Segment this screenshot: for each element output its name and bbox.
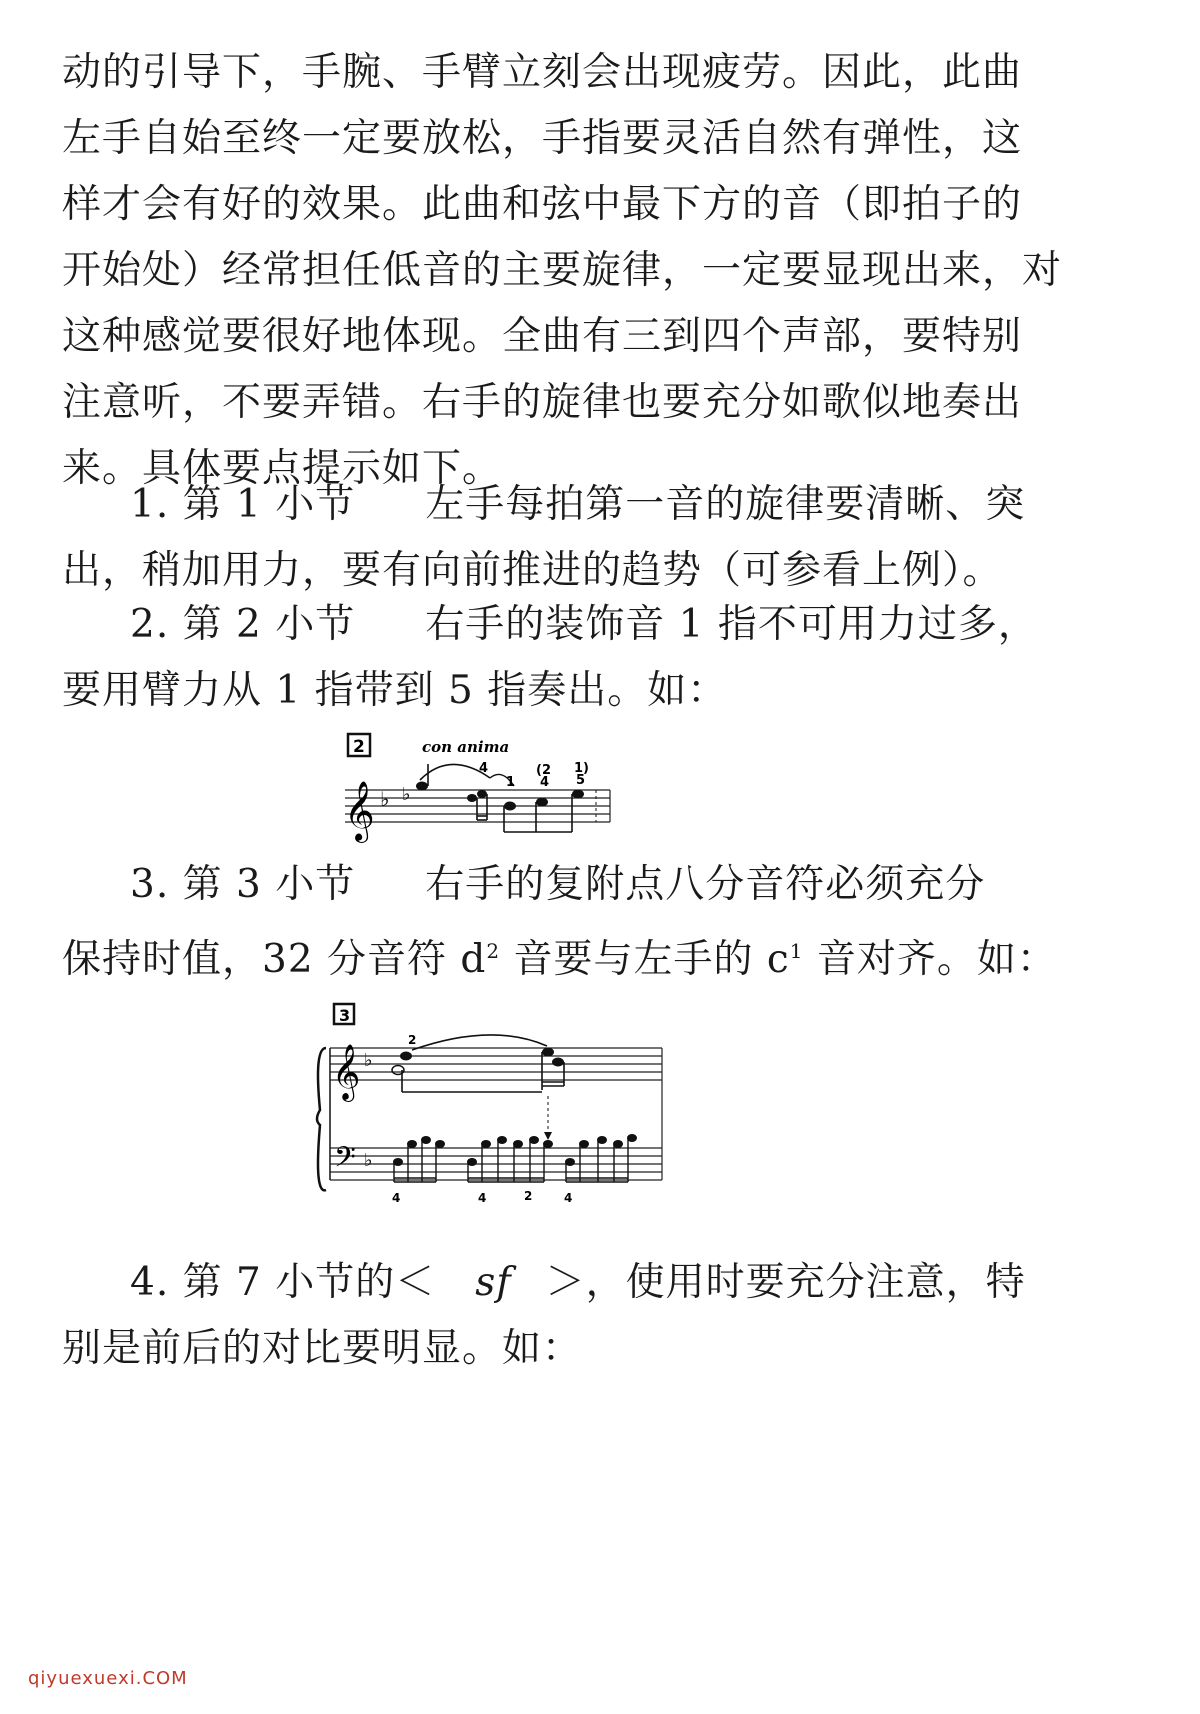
expression-mark: con anima [422, 738, 510, 756]
text-line: 开始处）经常担任低音的主要旋律，一定要显现出来，对 [62, 248, 1063, 293]
text-line: 左手自始至终一定要放松，手指要灵活自然有弹性，这 [62, 116, 1023, 161]
fingering: 1) [574, 761, 589, 776]
music-score-example-1 [340, 728, 640, 846]
item-text: 右手的装饰音 1 指不可用力过多， [425, 602, 1038, 647]
text-line: 要用臂力从 1 指带到 5 指奏出。如： [62, 668, 728, 713]
fingering: 1 [506, 775, 516, 790]
text-line: 别是前后的对比要明显。如： [62, 1326, 583, 1371]
item-label: 2. 第 2 小节 [130, 602, 356, 647]
item-heading [62, 592, 1062, 658]
bass-clef-icon: 𝄢 [334, 1141, 356, 1181]
bass-note-heads [393, 1134, 637, 1166]
item-text: 右手的复附点八分音符必须充分 [425, 862, 986, 907]
measure-number: 2 [353, 737, 365, 757]
fingering: 2 [408, 1033, 417, 1047]
fingering: 4 [564, 1191, 573, 1205]
flat-icon: ♭ [380, 787, 390, 811]
text-line: 样才会有好的效果。此曲和弦中最下方的音（即拍子的 [62, 182, 1023, 227]
item-heading [62, 472, 1062, 538]
flat-icon: ♭ [402, 784, 411, 805]
item-label: 3. 第 3 小节 [130, 862, 356, 907]
fingering: 5 [576, 773, 586, 788]
measure-number: 3 [339, 1006, 351, 1025]
item-text: ＞，使用时要充分注意，特 [545, 1260, 1026, 1305]
treble-clef-icon: 𝄞 [344, 781, 375, 841]
item-label: 1. 第 1 小节 [130, 482, 356, 527]
intro-paragraph [62, 40, 1062, 502]
music-score-example-2 [312, 1000, 682, 1210]
fingering: (2 [536, 763, 551, 778]
text-line: 保持时值，32 分音符 $d^2$ 音要与左手的 $c^1$ 音对齐。如： [62, 937, 1057, 982]
fingering: 4 [479, 761, 489, 776]
item-2 [62, 592, 1062, 724]
text-line: 这种感觉要很好地体现。全曲有三到四个声部，要特别 [62, 314, 1023, 359]
item-1 [62, 472, 1062, 604]
item-heading [62, 852, 1062, 918]
dynamic-mark: sf [475, 1260, 512, 1305]
staff-lines [330, 1048, 662, 1180]
fingering: 4 [478, 1191, 487, 1205]
fingering: 2 [524, 1189, 533, 1203]
text-line: 出，稍加用力，要有向前推进的趋势（可参看上例）。 [62, 548, 1003, 593]
fingering: 4 [392, 1191, 401, 1205]
text-line: 注意听，不要弄错。右手的旋律也要充分如歌似地奏出 [62, 380, 1023, 425]
arrow-down-icon [544, 1132, 552, 1140]
item-heading [62, 1250, 1062, 1316]
fingering: 4 [540, 775, 550, 790]
text-line: 来。具体要点提示如下。 [62, 446, 503, 491]
text-line: 动的引导下，手腕、手臂立刻会出现疲劳。因此，此曲 [62, 50, 1023, 95]
site-watermark [28, 1668, 188, 1689]
item-3 [62, 852, 1062, 984]
item-text: 左手每拍第一音的旋律要清晰、突 [425, 482, 1026, 527]
item-label: 4. 第 7 小节的＜ [130, 1260, 436, 1305]
item-4 [62, 1250, 1062, 1382]
flat-icon: ♭ [364, 1150, 373, 1171]
brace-icon [317, 1048, 326, 1190]
site-name: qiyuexuexi.COM [28, 1668, 188, 1689]
treble-clef-icon: 𝄞 [332, 1044, 361, 1100]
bass-beams [394, 1138, 628, 1182]
flat-icon: ♭ [364, 1050, 373, 1071]
